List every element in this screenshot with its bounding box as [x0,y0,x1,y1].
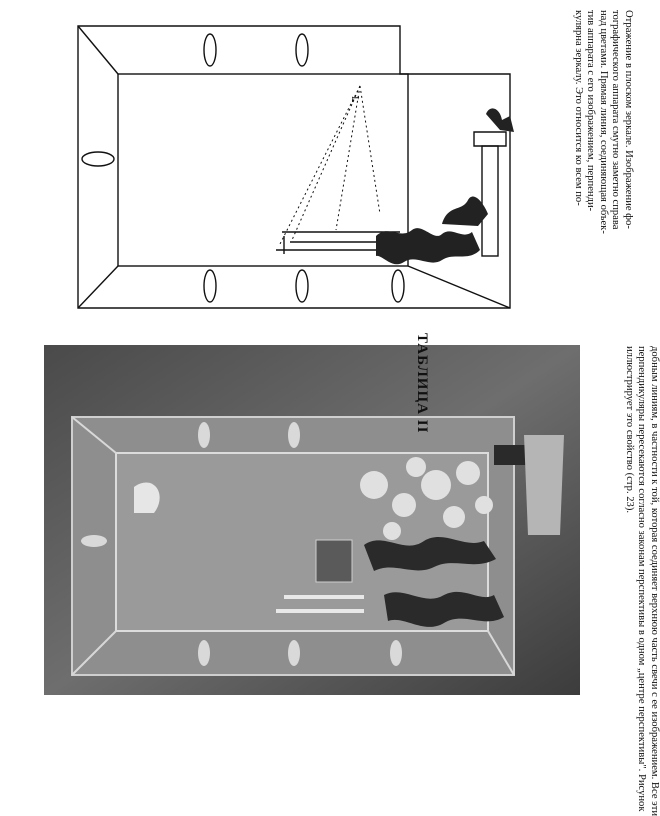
caption-line-6: добным линиям, в частности к той, которая соединяет верхнюю часть свечи с ее изображением. Все эти [649,346,660,816]
caption-line-2: тографического аппарата смутно заметно справа [610,10,622,230]
plate-title: ТАБЛИЦА II [414,333,430,434]
caption-line-7: перпендикуляры пересекаются согласно законам перспективы в одном „центре перспективы". Рисунок [636,346,648,812]
caption-line-4: тив аппарата с его изображением, перпенди- [585,10,597,212]
mirror-diagram-icon [70,4,540,312]
caption-lower [622,346,660,816]
mirror-photo-icon [44,345,580,695]
caption-line-5: кулярна зеркалу. Это относится ко всем по- [572,10,584,206]
diagram-label-L: L [349,96,361,103]
caption-line-8: иллюстрирует это свойство (стр. 23). [623,346,635,514]
caption-line-1: Отражение в плоском зеркале. Изображение фо- [623,10,634,229]
caption-upper [571,10,634,340]
caption-line-3: над цветами. Прямая линия, соединяющая объек- [597,10,609,234]
